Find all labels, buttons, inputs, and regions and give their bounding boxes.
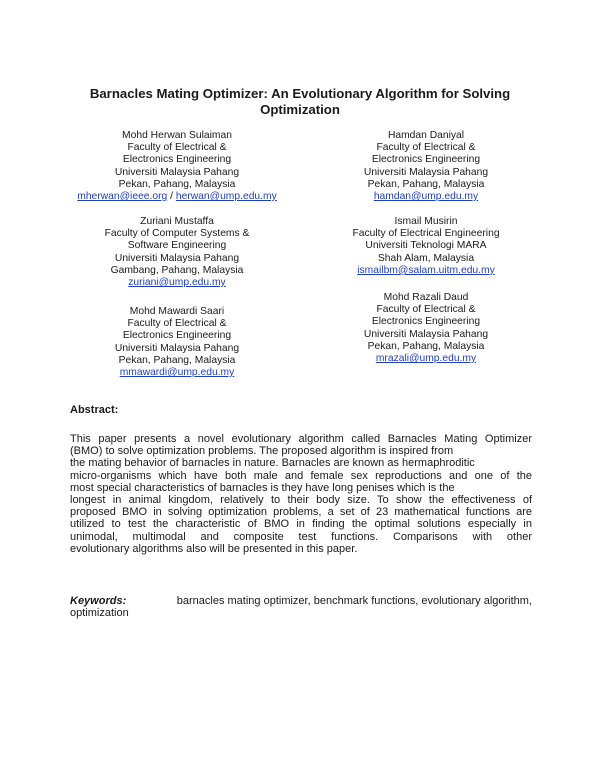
abstract-line: unimodal, multimodal and composite test functions. Comparisons with other — [70, 530, 532, 543]
email-separator: / — [167, 191, 176, 203]
abstract-line: proposed BMO in solving optimization problems, a set of 23 mathematical functions are — [70, 506, 532, 519]
author-email-line — [64, 191, 290, 203]
email-link[interactable]: zuriani@ump.edu.my — [128, 277, 226, 289]
author-name: Zuriani Mustaffa — [140, 216, 214, 227]
author-affiliation: Pekan, Pahang, Malaysia — [367, 340, 485, 352]
author-affiliation: Pekan, Pahang, Malaysia — [118, 178, 236, 190]
author-affiliation: Electronics Engineering — [371, 316, 481, 328]
author-affiliation: Universiti Malaysia Pahang — [114, 342, 240, 354]
abstract-line: the mating behavior of barnacles in nature. Barnacles are known as hermaphroditic — [70, 457, 475, 470]
author-name: Mohd Mawardi Saari — [129, 306, 225, 317]
abstract-line: (BMO) to solve optimization problems. The proposed algorithm is inspired from — [70, 445, 454, 458]
author-name: Mohd Herwan Sulaiman — [122, 130, 232, 141]
author-affiliation: Electronics Engineering — [122, 154, 232, 166]
email-link[interactable]: mmawardi@ump.edu.my — [119, 367, 235, 379]
abstract-line: This paper presents a novel evolutionary algorithm called Barnacles Mating Optimizer — [70, 433, 532, 445]
author-affiliation: Universiti Malaysia Pahang — [363, 328, 489, 340]
author-block-sulaiman — [64, 130, 290, 203]
author-block-daniyal — [318, 130, 534, 203]
author-name: Mohd Razali Daud — [383, 292, 469, 303]
author-affiliation: Universiti Malaysia Pahang — [363, 166, 489, 178]
email-link[interactable]: hamdan@ump.edu.my — [373, 191, 479, 203]
author-affiliation: Universiti Teknologi MARA — [365, 240, 487, 252]
abstract-line: utilized to test the characteristic of BMO in finding the optimal solutions especially in — [70, 518, 532, 531]
email-link[interactable]: mherwan@ieee.org — [77, 191, 168, 203]
author-affiliation: Faculty of Electrical & — [127, 318, 227, 330]
author-affiliation: Universiti Malaysia Pahang — [114, 252, 240, 264]
abstract-line: longest in animal kingdom, relatively to their body size. To show the effectiveness of — [70, 494, 532, 507]
author-affiliation: Faculty of Electrical & — [376, 142, 476, 154]
author-affiliation: Electronics Engineering — [122, 330, 232, 342]
author-block-musirin — [318, 216, 534, 277]
email-link[interactable]: mrazali@ump.edu.my — [375, 353, 477, 365]
email-link[interactable]: herwan@ump.edu.my — [175, 191, 277, 203]
author-name: Ismail Musirin — [394, 216, 458, 227]
author-affiliation: Faculty of Computer Systems & — [104, 228, 250, 240]
author-block-mustaffa — [64, 216, 290, 289]
abstract-line: most special characteristics of barnacles is they have long penises which is the — [70, 481, 455, 494]
author-block-saari — [64, 306, 290, 379]
abstract-line: micro-organisms which have both male and female sex reproductions and one of the — [70, 469, 532, 482]
author-affiliation: Gambang, Pahang, Malaysia — [110, 264, 244, 276]
abstract-heading: Abstract: — [70, 404, 119, 416]
email-link[interactable]: ismailbm@salam.uitm.edu.my — [357, 264, 495, 276]
author-affiliation: Electronics Engineering — [371, 154, 481, 166]
keywords-text-continued: optimization — [70, 607, 129, 620]
keywords-label: Keywords: — [70, 595, 127, 607]
author-affiliation: Shah Alam, Malaysia — [377, 252, 475, 264]
author-affiliation: Pekan, Pahang, Malaysia — [118, 354, 236, 366]
author-affiliation: Software Engineering — [127, 240, 227, 252]
author-block-daud — [318, 292, 534, 365]
paper-title: Barnacles Mating Optimizer: An Evolutionary Algorithm for Solving Optimization — [89, 86, 511, 117]
author-affiliation: Faculty of Electrical Engineering — [352, 228, 500, 240]
author-name: Hamdan Daniyal — [387, 130, 465, 141]
keywords-block — [70, 595, 532, 619]
keywords-text: barnacles mating optimizer, benchmark functions, evolutionary algorithm, — [176, 595, 532, 607]
abstract-body — [70, 433, 532, 555]
author-affiliation: Universiti Malaysia Pahang — [114, 166, 240, 178]
author-affiliation: Faculty of Electrical & — [127, 142, 227, 154]
author-affiliation: Pekan, Pahang, Malaysia — [367, 178, 485, 190]
author-affiliation: Faculty of Electrical & — [376, 304, 476, 316]
abstract-line: evolutionary algorithms also will be presented in this paper. — [70, 542, 358, 555]
